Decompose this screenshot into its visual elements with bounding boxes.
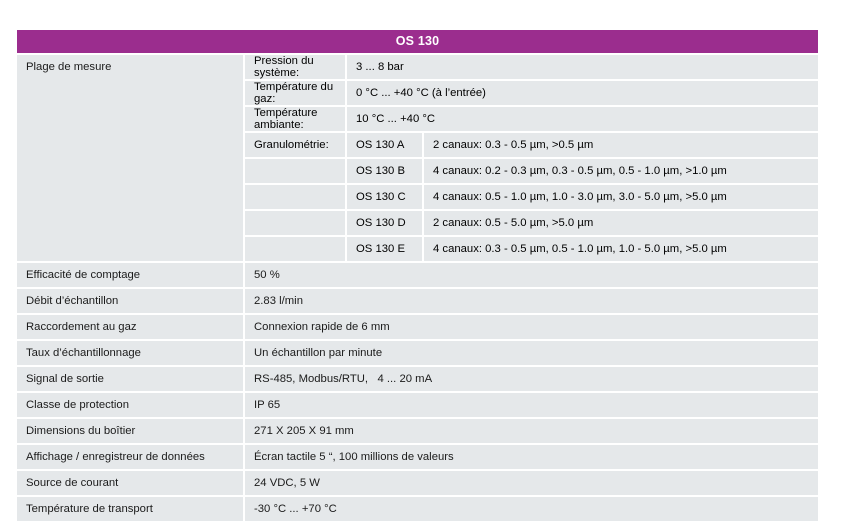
range-entry-value: 3 ... 8 bar [347,55,818,79]
spec-label: Raccordement au gaz [17,315,243,339]
spec-value: 271 X 205 X 91 mm [245,419,818,443]
spec-row [17,471,818,495]
granulometry-channels: 4 canaux: 0.5 - 1.0 µm, 1.0 - 3.0 µm, 3.0 - 5.0 µm, >5.0 µm [424,185,818,209]
spec-label: Affichage / enregistreur de données [17,445,243,469]
spec-label: Classe de protection [17,393,243,417]
granulometry-row [245,237,818,261]
specification-table [17,30,818,521]
range-entry-row [245,55,818,79]
spec-row [17,289,818,313]
spec-label: Taux d’échantillonnage [17,341,243,365]
granulometry-row [245,185,818,209]
spec-label: Signal de sortie [17,367,243,391]
granulometry-label-spacer [245,237,345,261]
spec-row [17,263,818,287]
spec-row [17,419,818,443]
granulometry-label-spacer [245,185,345,209]
spec-row [17,393,818,417]
granulometry-model: OS 130 D [347,211,422,235]
spec-value: 24 VDC, 5 W [245,471,818,495]
granulometry-model: OS 130 A [347,133,422,157]
range-entry-value: 10 °C ... +40 °C [347,107,818,131]
measuring-range-label: Plage de mesure [17,55,243,261]
measuring-range-block [17,55,818,261]
granulometry-channels: 4 canaux: 0.3 - 0.5 µm, 0.5 - 1.0 µm, 1.0 - 5.0 µm, >5.0 µm [424,237,818,261]
spec-value: RS-485, Modbus/RTU, 4 ... 20 mA [245,367,818,391]
granulometry-label-spacer [245,211,345,235]
granulometry-channels: 2 canaux: 0.3 - 0.5 µm, >0.5 µm [424,133,818,157]
spec-label: Débit d’échantillon [17,289,243,313]
spec-row [17,445,818,469]
spec-row [17,497,818,521]
spec-value: Écran tactile 5 “, 100 millions de valeurs [245,445,818,469]
range-entry-row [245,107,818,131]
granulometry-label-spacer [245,159,345,183]
range-entry-value: 0 °C ... +40 °C (à l’entrée) [347,81,818,105]
granulometry-model: OS 130 E [347,237,422,261]
range-entry-key: Température du gaz: [245,81,345,105]
granulometry-row [245,211,818,235]
granulometry-model: OS 130 B [347,159,422,183]
spec-row [17,367,818,391]
table-title: OS 130 [17,30,818,53]
range-entry-row [245,81,818,105]
spec-value: Un échantillon par minute [245,341,818,365]
spec-value: -30 °C ... +70 °C [245,497,818,521]
spec-value: 2.83 l/min [245,289,818,313]
spec-label: Dimensions du boîtier [17,419,243,443]
spec-value: Connexion rapide de 6 mm [245,315,818,339]
granulometry-channels: 2 canaux: 0.5 - 5.0 µm, >5.0 µm [424,211,818,235]
spec-value: 50 % [245,263,818,287]
spec-value: IP 65 [245,393,818,417]
granulometry-row [245,133,818,157]
spec-row [17,341,818,365]
spec-label: Efficacité de comptage [17,263,243,287]
spec-label: Source de courant [17,471,243,495]
spec-label: Température de transport [17,497,243,521]
range-entry-key: Pression du système: [245,55,345,79]
range-entry-key: Température ambiante: [245,107,345,131]
granulometry-channels: 4 canaux: 0.2 - 0.3 µm, 0.3 - 0.5 µm, 0.5 - 1.0 µm, >1.0 µm [424,159,818,183]
measuring-range-body [245,55,818,261]
granulometry-row [245,159,818,183]
granulometry-model: OS 130 C [347,185,422,209]
granulometry-label: Granulométrie: [245,133,345,157]
spec-row [17,315,818,339]
